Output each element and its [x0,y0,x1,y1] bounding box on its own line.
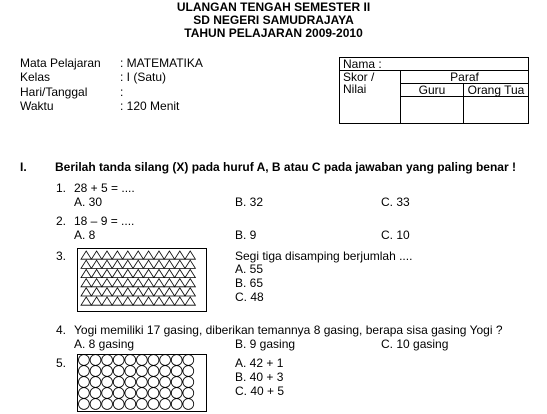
triangle-shape [154,251,164,259]
triangle-shape [154,260,164,268]
triangle-shape [91,297,101,305]
triangle-shape [164,260,174,268]
triangle-shape [164,251,174,259]
section-number: I. [20,160,27,174]
circle-shape [137,399,148,410]
question-3-option-c[interactable]: C. 48 [235,290,264,304]
triangle-shape [175,260,185,268]
circle-shape [148,355,159,366]
triangle-shape [81,279,91,287]
circle-shape [102,366,113,377]
circle-shape [160,355,171,366]
triangle-shape [123,269,133,277]
triangle-shape [143,288,153,296]
question-1-option-a[interactable]: A. 30 [74,195,103,209]
triangle-shape [185,251,195,259]
question-1-option-b[interactable]: B. 32 [235,195,264,209]
question-5-option-a[interactable]: A. 42 + 1 [235,356,284,370]
circle-shape [79,388,90,399]
triangle-shape [154,288,164,296]
circle-shape [90,366,101,377]
score-box [339,57,529,124]
circle-shape [79,377,90,388]
name-field[interactable]: Nama : [340,58,529,71]
teacher-signature-cell[interactable] [401,97,464,124]
circle-shape [137,355,148,366]
triangle-shape [185,269,195,277]
triangle-shape [123,251,133,259]
triangle-shape [143,269,153,277]
triangle-shape [175,251,185,259]
question-2-number: 2. [56,214,67,228]
triangle-shape [175,269,185,277]
triangle-shape [154,297,164,305]
triangle-shape [143,279,153,287]
question-3-option-b[interactable]: B. 65 [235,276,264,290]
circle-shape [79,366,90,377]
info-label-time: Waktu [20,99,54,113]
section-instruction: Berilah tanda silang (X) pada huruf A, B atau C pada jawaban yang paling benar ! [55,160,516,174]
triangle-figure [77,248,207,312]
triangle-shape [81,297,91,305]
question-3-option-a[interactable]: A. 55 [235,262,264,276]
circle-shape [160,366,171,377]
triangle-shape [175,297,185,305]
circle-shape [79,355,90,366]
triangle-shape [164,279,174,287]
triangle-shape [102,260,112,268]
parent-label: Orang Tua [464,84,529,97]
circle-shape [171,366,182,377]
question-3-text: Segi tiga disamping berjumlah .... [235,249,413,263]
circle-shape [183,366,194,377]
triangle-shape [91,288,101,296]
circle-shape [171,355,182,366]
triangle-shape [81,269,91,277]
circle-shape [90,355,101,366]
triangle-shape [112,279,122,287]
triangle-shape [112,297,122,305]
triangle-shape [133,251,143,259]
triangle-shape [123,260,133,268]
school-year: TAHUN PELAJARAN 2009-2010 [184,26,363,40]
info-label-class: Kelas [20,70,51,84]
triangle-shape [164,297,174,305]
triangle-shape [185,279,195,287]
triangle-shape [91,251,101,259]
triangle-shape [175,279,185,287]
triangle-shape [102,269,112,277]
question-2-option-a[interactable]: A. 8 [74,228,96,242]
question-1-option-c[interactable]: C. 33 [381,195,410,209]
question-4-text: Yogi memiliki 17 gasing, diberikan temannya 8 gasing, berapa sisa gasing Yogi ? [74,323,503,337]
info-value-date: : [120,85,124,99]
triangle-shape [112,269,122,277]
triangle-shape [164,269,174,277]
triangle-shape [154,269,164,277]
circle-shape [125,388,136,399]
circle-shape [79,399,90,410]
circle-shape [102,355,113,366]
triangle-shape [164,288,174,296]
circle-shape [113,399,124,410]
triangle-shape [91,260,101,268]
triangle-shape [91,269,101,277]
triangle-shape [112,288,122,296]
school-name: SD NEGERI SAMUDRAJAYA [193,13,354,27]
question-5-option-c[interactable]: C. 40 + 5 [235,384,285,398]
circle-shape [137,388,148,399]
circle-shape [160,399,171,410]
triangle-shape [123,297,133,305]
triangle-shape [81,260,91,268]
teacher-label: Guru [401,84,464,97]
circle-shape [90,377,101,388]
circle-figure [77,354,207,412]
question-2-text: 18 – 9 = .... [74,214,135,228]
circle-shape [183,355,194,366]
question-3-number: 3. [56,249,67,263]
question-4-option-c[interactable]: C. 10 gasing [381,337,449,351]
triangle-shape [185,260,195,268]
triangle-shape [143,297,153,305]
question-4-option-b[interactable]: B. 9 gasing [235,337,296,351]
circle-shape [148,366,159,377]
triangle-shape [102,297,112,305]
triangle-shape [133,260,143,268]
circle-shape [113,355,124,366]
circle-shape [125,377,136,388]
circle-shape [102,399,113,410]
question-4-number: 4. [56,323,67,337]
circle-shape [171,399,182,410]
circle-shape [137,377,148,388]
circle-shape [102,377,113,388]
exam-title: ULANGAN TENGAH SEMESTER II [176,0,371,14]
signature-label: Paraf [401,71,529,84]
info-value-class: : I (Satu) [120,70,167,84]
question-2-option-b[interactable]: B. 9 [235,228,257,242]
question-5-option-b[interactable]: B. 40 + 3 [235,370,284,384]
parent-signature-cell[interactable] [464,97,529,124]
question-2-option-c[interactable]: C. 10 [381,228,410,242]
question-1-number: 1. [56,181,67,195]
triangle-shape [91,279,101,287]
triangle-shape [102,279,112,287]
triangle-shape [143,251,153,259]
triangle-shape [175,288,185,296]
question-4-option-a[interactable]: A. 8 gasing [74,337,135,351]
triangle-shape [185,288,195,296]
triangle-shape [102,288,112,296]
circle-shape [160,377,171,388]
info-label-subject: Mata Pelajaran [20,56,101,70]
info-label-date: Hari/Tanggal [20,85,88,99]
triangle-shape [133,288,143,296]
circle-shape [125,399,136,410]
circle-shape [183,388,194,399]
circle-shape [90,399,101,410]
circle-shape [137,366,148,377]
triangle-shape [154,279,164,287]
score-label: Skor / Nilai [340,71,401,124]
triangle-shape [123,279,133,287]
triangle-shape [112,260,122,268]
circle-shape [113,366,124,377]
circle-shape [102,388,113,399]
info-value-subject: : MATEMATIKA [120,56,203,70]
circle-shape [183,377,194,388]
triangle-shape [102,251,112,259]
question-5-number: 5. [56,356,67,370]
circle-shape [183,399,194,410]
circle-shape [113,388,124,399]
circle-shape [148,377,159,388]
triangle-shape [81,288,91,296]
triangle-shape [133,297,143,305]
triangle-shape [81,251,91,259]
triangle-shape [112,251,122,259]
circle-shape [125,355,136,366]
circle-shape [125,366,136,377]
circle-shape [113,377,124,388]
info-value-time: : 120 Menit [120,99,180,113]
question-1-text: 28 + 5 = .... [74,181,135,195]
triangle-shape [143,260,153,268]
triangle-shape [133,269,143,277]
circle-shape [171,388,182,399]
triangle-shape [185,297,195,305]
circle-shape [148,388,159,399]
circle-shape [171,377,182,388]
triangle-shape [133,279,143,287]
circle-shape [148,399,159,410]
triangle-shape [123,288,133,296]
circle-shape [160,388,171,399]
circle-shape [90,388,101,399]
